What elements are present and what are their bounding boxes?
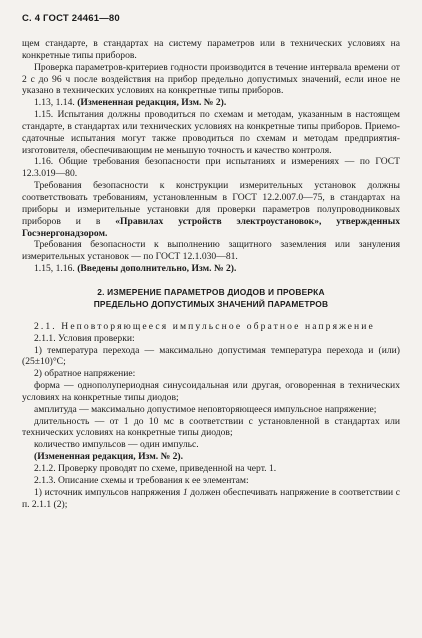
paragraph-1-15-1-16	[22, 263, 400, 275]
paragraph-safety-requirements	[22, 180, 400, 239]
condition-reverse-voltage: 2) обратное напряжение:	[34, 368, 136, 380]
clause-number: 1.15, 1.16.	[34, 263, 75, 275]
spacer	[22, 275, 400, 286]
clause-number: 1.13, 1.14.	[34, 97, 75, 109]
paragraph-2-1-heading: 2.1. Неповторяющееся импульсное обратное напряжение	[34, 320, 375, 332]
paragraph-1-15: 1.15. Испытания должны проводиться по схемам и методам, указанным в настоящем стандарте, в стандартах или технических условиях на конкретные типы приборов. Приемо-сдаточные испытания могут также проводиться по схемам и методам предприятия-изготовителя, обеспечивающим не меньшую точность и качество контроля.	[22, 109, 400, 156]
section-title	[22, 286, 400, 310]
paragraph-2-1-1: 2.1.1. Условия проверки:	[34, 332, 135, 344]
amendment-note: (Измененная редакция, Изм. № 2).	[34, 451, 184, 463]
condition-pulse-count: количество импульсов — один импульс.	[34, 439, 199, 451]
pulse-source-text-end: должен обеспечивать напряжение в соответствии с п. 2.1.1 (2);	[22, 486, 400, 510]
paragraph-2-1-2: 2.1.2. Проверку проводят по схеме, приведенной на черт. 1.	[34, 463, 277, 474]
paragraph-pulse-source	[22, 487, 400, 511]
paragraph-continuation: щем стандарте, в стандартах на систему параметров или в технических условиях на конкретные типы приборов.	[22, 38, 400, 61]
safety-text: Требования безопасности к конструкции измерительных установок должны соответствовать требованиям, установленным в ГОСТ 12.2.007.0—75, в стандартах на приборы и измерительные установки для проверки параметров полупроводниковых приборов и в	[22, 180, 400, 227]
amendment-note: (Введены дополнительно, Изм. № 2).	[77, 263, 237, 275]
condition-temperature: 1) температура перехода — максимально допустимая температура перехода и (или) (25±10)°С;	[22, 344, 400, 368]
section-title-line-1: 2. ИЗМЕРЕНИЕ ПАРАМЕТРОВ ДИОДОВ И ПРОВЕРКА	[97, 286, 325, 297]
paragraph-1-16: 1.16. Общие требования безопасности при испытаниях и измерениях — по ГОСТ 12.3.019—80.	[22, 156, 400, 180]
amendment-note: (Измененная редакция, Изм. № 2).	[77, 97, 227, 109]
pulse-source-ref: 1	[182, 486, 188, 498]
pulse-source-text: 1) источник импульсов напряжения	[34, 486, 183, 498]
condition-duration: длительность — от 1 до 10 мс в соответствии с установленной в стандартах или технических условиях на конкретные типы диодов;	[22, 415, 400, 439]
section-title-line-2: ПРЕДЕЛЬНО ДОПУСТИМЫХ ЗНАЧЕНИЙ ПАРАМЕТРОВ	[93, 298, 329, 309]
paragraph-criteria-check: Проверка параметров-критериев годности производится в течение интервала времени от 2 с до 96 ч после воздействия на прибор предельно допустимых значений, если иное не указано в технических условиях на конкретные типы приборов.	[22, 61, 400, 97]
paragraph-1-13-1-14	[22, 97, 400, 109]
paragraph-grounding: Требования безопасности к выполнению защитного заземления или зануления измерительных установок — по ГОСТ 12.1.030—81.	[22, 239, 400, 263]
document-body	[22, 38, 400, 510]
condition-amplitude: амплитуда — максимально допустимое неповторяющееся импульсное напряжение;	[34, 403, 377, 415]
page-header: С. 4 ГОСТ 24461—80	[22, 13, 120, 24]
condition-form: форма — однополупериодная синусоидальная или другая, оговоренная в технических условиях на конкретные типы диодов;	[22, 380, 400, 403]
paragraph-2-1-3: 2.1.3. Описание схемы и требования к ее элементам:	[34, 474, 249, 486]
spacer	[22, 310, 400, 321]
safety-rules-reference: «Правилах устройств электроустановок», утвержденных Госэнергонадзором.	[22, 215, 400, 239]
